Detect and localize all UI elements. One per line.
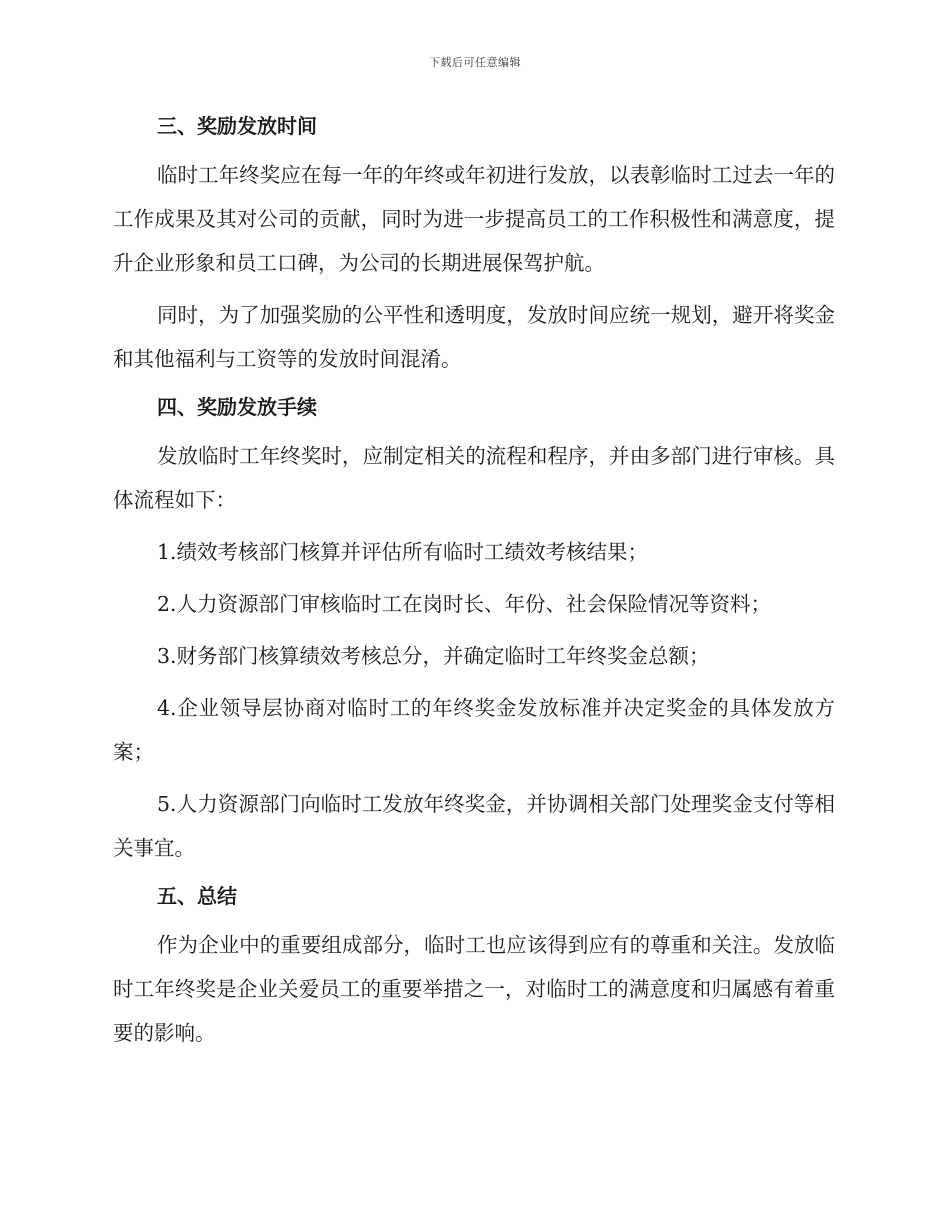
- section-3-heading: 三、奖励发放时间: [157, 114, 317, 138]
- section-4-intro: 发放临时工年终奖时，应制定相关的流程和程序，并由多部门进行审核。具体流程如下：: [113, 444, 835, 512]
- section-3-paragraph-1: 临时工年终奖应在每一年的年终或年初进行发放，以表彰临时工过去一年的工作成果及其对公司的贡献，同时为进一步提高员工的工作积极性和满意度，提升企业形象和员工口碑，为公司的长期进展保驾护航。: [113, 163, 835, 275]
- document-body: [113, 108, 835, 1063]
- section-4-step-3: 3.财务部门核算绩效考核总分，并确定临时工年终奖金总额；: [157, 644, 710, 668]
- section-5-paragraph: 作为企业中的重要组成部分，临时工也应该得到应有的尊重和关注。发放临时工年终奖是企业关爱员工的重要举措之一，对临时工的满意度和归属感有着重要的影响。: [113, 933, 835, 1045]
- section-4-step-2: 2.人力资源部门审核临时工在岗时长、年份、社会保险情况等资料；: [157, 592, 772, 616]
- section-4-step-1: 1.绩效考核部门核算并评估所有临时工绩效考核结果；: [157, 540, 649, 564]
- section-5-heading: 五、总结: [157, 884, 237, 908]
- section-4-step-5: 5.人力资源部门向临时工发放年终奖金，并协调相关部门处理奖金支付等相关事宜。: [113, 792, 835, 860]
- section-3-paragraph-2: 同时，为了加强奖励的公平性和透明度，发放时间应统一规划，避开将奖金和其他福利与工资等的发放时间混淆。: [113, 303, 835, 371]
- header-note: 下载后可任意编辑: [429, 56, 521, 69]
- section-4-heading: 四、奖励发放手续: [157, 395, 317, 419]
- section-4-step-4: 4.企业领导层协商对临时工的年终奖金发放标准并决定奖金的具体发放方案；: [113, 696, 835, 764]
